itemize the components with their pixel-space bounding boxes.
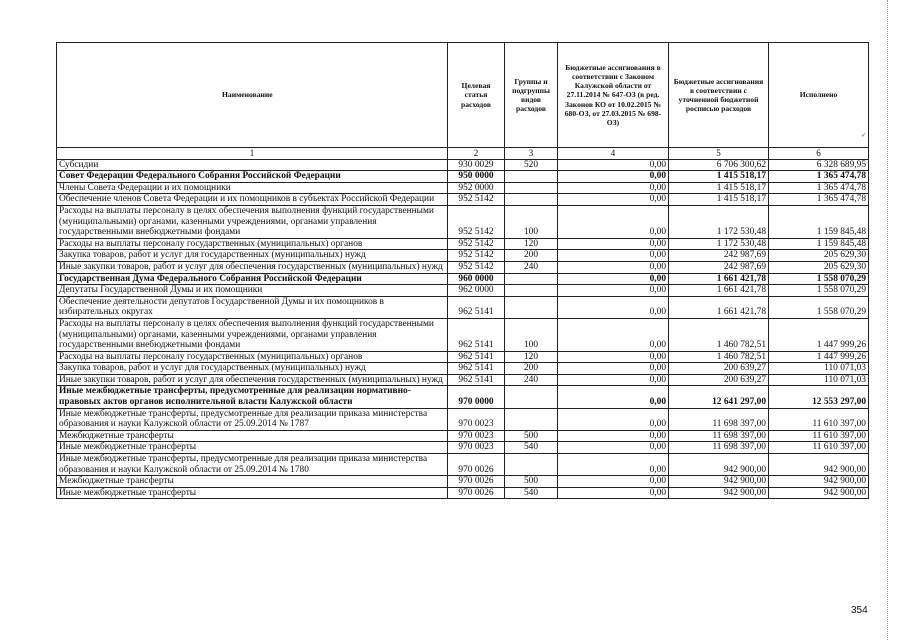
row-col4: 0,00 — [558, 238, 669, 250]
table-row — [57, 250, 869, 262]
row-name: Государственная Дума Федерального Собрания Российской Федерации — [57, 273, 448, 285]
row-name: Межбюджетные трансферты — [57, 430, 448, 442]
row-code: 970 0023 — [448, 430, 505, 442]
column-number: 2 — [448, 148, 505, 160]
row-code: 962 5141 — [448, 318, 505, 351]
row-name: Члены Совета Федерации и их помощники — [57, 182, 448, 194]
row-col5: 1 661 421,78 — [669, 273, 769, 285]
column-number: 3 — [505, 148, 558, 160]
row-col5: 942 900,00 — [669, 487, 769, 499]
row-group: 200 — [505, 363, 558, 375]
table-row — [57, 205, 869, 238]
row-name: Обеспечение деятельности депутатов Государственной Думы и их помощников в избирательных округах — [57, 296, 448, 318]
row-group: 120 — [505, 238, 558, 250]
row-group: 540 — [505, 487, 558, 499]
row-code: 962 5141 — [448, 374, 505, 386]
row-col5: 1 415 518,17 — [669, 194, 769, 206]
row-code: 962 0000 — [448, 285, 505, 297]
row-col6: 110 071,03 — [769, 374, 869, 386]
table-row — [57, 182, 869, 194]
row-col4: 0,00 — [558, 171, 669, 183]
row-name: Иные межбюджетные трансферты — [57, 487, 448, 499]
table-row — [57, 374, 869, 386]
row-col4: 0,00 — [558, 318, 669, 351]
row-name: Иные межбюджетные трансферты, предусмотренные для реализации нормативно-правовых актов органов исполнительной власти Калужской области — [57, 386, 448, 408]
row-group — [505, 273, 558, 285]
row-group: 500 — [505, 476, 558, 488]
row-code: 952 5142 — [448, 261, 505, 273]
row-col6: 6 328 689,95 — [769, 159, 869, 171]
table-row — [57, 285, 869, 297]
budget-table-sheet — [56, 42, 868, 499]
row-col4: 0,00 — [558, 374, 669, 386]
row-col5: 200 639,27 — [669, 374, 769, 386]
row-group: 540 — [505, 442, 558, 454]
row-col6: 1 558 070,29 — [769, 296, 869, 318]
row-code: 952 5142 — [448, 194, 505, 206]
table-row — [57, 442, 869, 454]
row-code: 970 0023 — [448, 408, 505, 430]
table-row — [57, 363, 869, 375]
table-row — [57, 351, 869, 363]
row-name: Субсидии — [57, 159, 448, 171]
row-code: 970 0000 — [448, 386, 505, 408]
row-col6: 942 900,00 — [769, 487, 869, 499]
row-group: 240 — [505, 261, 558, 273]
header-col6-label: Исполнено — [799, 90, 838, 100]
row-group — [505, 182, 558, 194]
header-group: Группы и подгруппы видов расходов — [505, 43, 558, 148]
row-col4: 0,00 — [558, 363, 669, 375]
row-col4: 0,00 — [558, 351, 669, 363]
row-col6: 1 365 474,78 — [769, 171, 869, 183]
row-col5: 6 706 300,62 — [669, 159, 769, 171]
row-code: 952 5142 — [448, 250, 505, 262]
row-col5: 11 698 397,00 — [669, 442, 769, 454]
table-row — [57, 386, 869, 408]
row-col6: 1 558 070,29 — [769, 285, 869, 297]
table-row — [57, 476, 869, 488]
row-code: 930 0029 — [448, 159, 505, 171]
row-col5: 12 641 297,00 — [669, 386, 769, 408]
row-col6: 12 553 297,00 — [769, 386, 869, 408]
row-name: Иные межбюджетные трансферты — [57, 442, 448, 454]
row-col5: 11 698 397,00 — [669, 408, 769, 430]
row-name: Иные межбюджетные трансферты, предусмотренные для реализации приказа министерства образования и науки Калужской области от 25.09.2014 № 1780 — [57, 454, 448, 476]
header-col4: Бюджетные ассигнования в соответствии с Законом Калужской области от 27.11.2014 № 647-ОЗ (в ред. Законов КО от 10.02.2015 № 680-ОЗ, от 27.03.2015 № 698-ОЗ) — [558, 43, 669, 148]
column-number: 6 — [769, 148, 869, 160]
column-number: 5 — [669, 148, 769, 160]
row-group: 200 — [505, 250, 558, 262]
row-col4: 0,00 — [558, 487, 669, 499]
table-row — [57, 261, 869, 273]
row-col6: 942 900,00 — [769, 476, 869, 488]
table-row — [57, 487, 869, 499]
row-name: Иные межбюджетные трансферты, предусмотренные для реализации приказа министерства образования и науки Калужской области от 25.09.2014 № 1787 — [57, 408, 448, 430]
row-col4: 0,00 — [558, 296, 669, 318]
row-col4: 0,00 — [558, 159, 669, 171]
row-group: 500 — [505, 430, 558, 442]
column-number: 1 — [57, 148, 448, 160]
table-row — [57, 171, 869, 183]
row-code: 970 0023 — [448, 442, 505, 454]
row-col4: 0,00 — [558, 408, 669, 430]
row-name: Депутаты Государственной Думы и их помощники — [57, 285, 448, 297]
row-col6: 205 629,30 — [769, 261, 869, 273]
row-name: Расходы на выплаты персоналу в целях обеспечения выполнения функций государственными (муниципальными) органами, казенными учреждениями, органами управления государственными внебюджетными фондами — [57, 205, 448, 238]
row-code: 960 0000 — [448, 273, 505, 285]
row-col6: 11 610 397,00 — [769, 408, 869, 430]
row-code: 970 0026 — [448, 487, 505, 499]
row-group — [505, 454, 558, 476]
row-name: Закупка товаров, работ и услуг для государственных (муниципальных) нужд — [57, 363, 448, 375]
row-name: Расходы на выплаты персоналу в целях обеспечения выполнения функций государственными (муниципальными) органами, казенными учреждениями, органами управления государственными внебюджетными фондами — [57, 318, 448, 351]
row-code: 952 0000 — [448, 182, 505, 194]
row-col4: 0,00 — [558, 261, 669, 273]
row-col6: 1 159 845,48 — [769, 205, 869, 238]
table-row — [57, 408, 869, 430]
row-group — [505, 171, 558, 183]
row-col6: 1 447 999,26 — [769, 351, 869, 363]
row-col4: 0,00 — [558, 250, 669, 262]
header-col6 — [769, 43, 869, 148]
row-group: 120 — [505, 351, 558, 363]
row-col4: 0,00 — [558, 205, 669, 238]
row-group: 520 — [505, 159, 558, 171]
row-col6: 205 629,30 — [769, 250, 869, 262]
row-col4: 0,00 — [558, 386, 669, 408]
row-col5: 1 172 530,48 — [669, 238, 769, 250]
row-code: 952 5142 — [448, 205, 505, 238]
row-col6: 11 610 397,00 — [769, 430, 869, 442]
row-col5: 1 661 421,78 — [669, 296, 769, 318]
row-code: 970 0026 — [448, 454, 505, 476]
row-col4: 0,00 — [558, 285, 669, 297]
row-code: 962 5141 — [448, 363, 505, 375]
row-col5: 942 900,00 — [669, 476, 769, 488]
row-col6: 1 365 474,78 — [769, 182, 869, 194]
header-code: Целевая статья расходов — [448, 43, 505, 148]
row-name: Совет Федерации Федерального Собрания Российской Федерации — [57, 171, 448, 183]
table-row — [57, 296, 869, 318]
row-col5: 242 987,69 — [669, 261, 769, 273]
row-col4: 0,00 — [558, 273, 669, 285]
row-col6: 1 447 999,26 — [769, 318, 869, 351]
row-col6: 1 558 070,29 — [769, 273, 869, 285]
row-col4: 0,00 — [558, 182, 669, 194]
row-col5: 1 172 530,48 — [669, 205, 769, 238]
row-col5: 1 460 782,51 — [669, 351, 769, 363]
row-name: Расходы на выплаты персоналу государственных (муниципальных) органов — [57, 351, 448, 363]
column-number-row — [57, 148, 869, 160]
header-name: Наименование — [57, 43, 448, 148]
row-col5: 242 987,69 — [669, 250, 769, 262]
table-row — [57, 238, 869, 250]
row-name: Межбюджетные трансферты — [57, 476, 448, 488]
table-row — [57, 194, 869, 206]
row-col4: 0,00 — [558, 454, 669, 476]
row-name: Обеспечение членов Совета Федерации и их помощников в субъектах Российской Федерации — [57, 194, 448, 206]
row-col5: 1 415 518,17 — [669, 171, 769, 183]
row-col6: 1 159 845,48 — [769, 238, 869, 250]
row-col6: 110 071,03 — [769, 363, 869, 375]
row-name: Иные закупки товаров, работ и услуг для обеспечения государственных (муниципальных) нужд — [57, 374, 448, 386]
row-group — [505, 408, 558, 430]
page-number: 354 — [851, 605, 868, 616]
row-group — [505, 386, 558, 408]
pencil-mark-icon: ✓ — [860, 132, 866, 139]
row-col4: 0,00 — [558, 442, 669, 454]
table-row — [57, 454, 869, 476]
row-group: 100 — [505, 205, 558, 238]
budget-table — [56, 42, 869, 499]
table-row — [57, 430, 869, 442]
row-col6: 1 365 474,78 — [769, 194, 869, 206]
page-edge-line — [887, 0, 888, 640]
row-code: 970 0026 — [448, 476, 505, 488]
row-group — [505, 285, 558, 297]
row-code: 962 5141 — [448, 351, 505, 363]
row-code: 950 0000 — [448, 171, 505, 183]
row-col5: 11 698 397,00 — [669, 430, 769, 442]
row-col5: 200 639,27 — [669, 363, 769, 375]
table-body — [57, 159, 869, 499]
row-code: 962 5141 — [448, 296, 505, 318]
table-row — [57, 159, 869, 171]
row-col6: 942 900,00 — [769, 454, 869, 476]
row-group — [505, 296, 558, 318]
row-group — [505, 194, 558, 206]
table-header-row — [57, 43, 869, 148]
row-col4: 0,00 — [558, 476, 669, 488]
row-col5: 942 900,00 — [669, 454, 769, 476]
table-row — [57, 273, 869, 285]
row-col5: 1 460 782,51 — [669, 318, 769, 351]
row-col6: 11 610 397,00 — [769, 442, 869, 454]
table-row — [57, 318, 869, 351]
row-col4: 0,00 — [558, 194, 669, 206]
row-group: 240 — [505, 374, 558, 386]
row-col5: 1 661 421,78 — [669, 285, 769, 297]
column-number: 4 — [558, 148, 669, 160]
row-col5: 1 415 518,17 — [669, 182, 769, 194]
row-code: 952 5142 — [448, 238, 505, 250]
row-group: 100 — [505, 318, 558, 351]
header-col5: Бюджетные ассигнования в соответствии с уточненной бюджетной росписью расходов — [669, 43, 769, 148]
row-col4: 0,00 — [558, 430, 669, 442]
row-name: Иные закупки товаров, работ и услуг для обеспечения государственных (муниципальных) нужд — [57, 261, 448, 273]
row-name: Расходы на выплаты персоналу государственных (муниципальных) органов — [57, 238, 448, 250]
row-name: Закупка товаров, работ и услуг для государственных (муниципальных) нужд — [57, 250, 448, 262]
